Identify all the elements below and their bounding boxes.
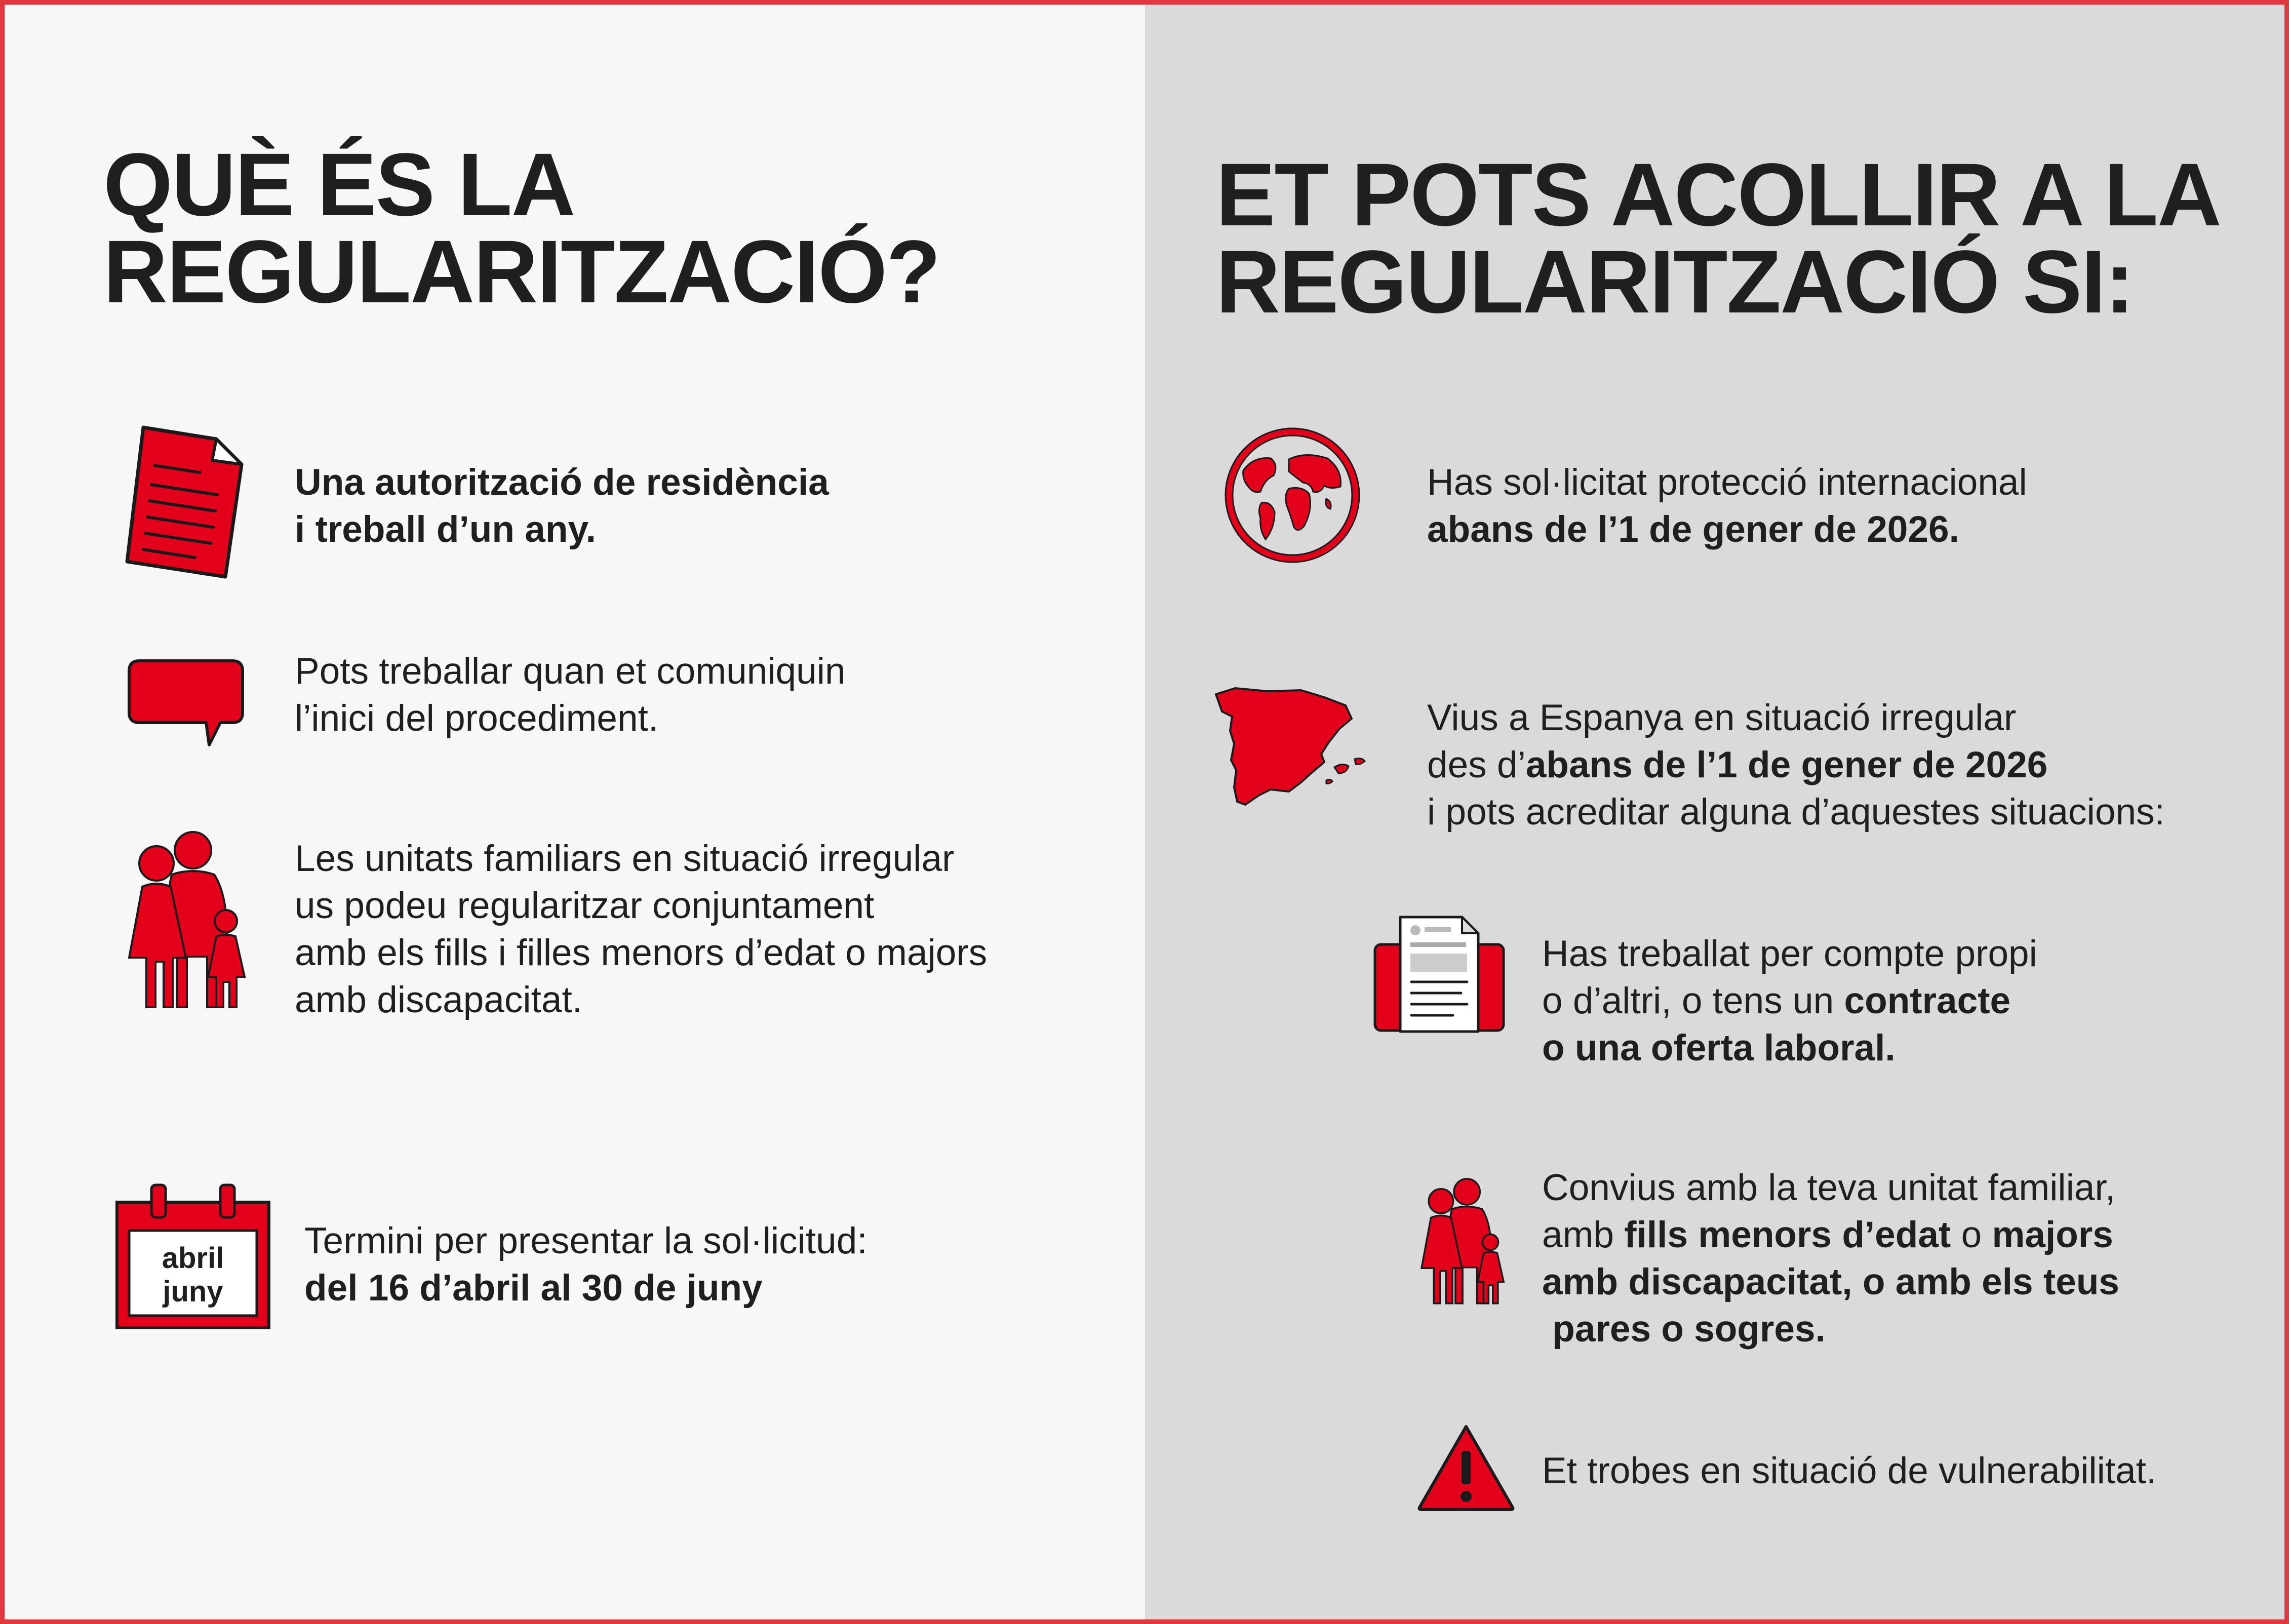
left-title bbox=[103, 135, 940, 322]
right-item1-line2: abans de l’1 de gener de 2026. bbox=[1427, 509, 1959, 550]
right-title-line2: REGULARITZACIÓ SI: bbox=[1216, 232, 2134, 332]
sub2-line1: Convius amb la teva unitat familiar, bbox=[1542, 1167, 2116, 1208]
item4-line1: Termini per presentar la sol·licitud: bbox=[304, 1220, 867, 1261]
right-item2-line1: Vius a Espanya en situació irregular bbox=[1427, 697, 2017, 738]
sub1-line2 bbox=[1542, 977, 2037, 1024]
calendar-month-start: abril bbox=[162, 1242, 224, 1275]
item2-text bbox=[295, 648, 846, 742]
calendar-months bbox=[125, 1242, 261, 1309]
sub3-text bbox=[1542, 1447, 2156, 1494]
sub2-line2-a: amb bbox=[1542, 1214, 1625, 1255]
item1-line1: Una autorització de residència bbox=[295, 462, 829, 503]
left-panel bbox=[5, 5, 1145, 1619]
sub1-line2-bold: contracte bbox=[1844, 980, 2011, 1021]
contract-icon bbox=[1372, 914, 1507, 1035]
right-title bbox=[1216, 145, 2221, 332]
left-title-line1: QUÈ ÉS LA bbox=[103, 135, 575, 234]
right-panel bbox=[1145, 5, 2289, 1619]
calendar-month-end: juny bbox=[163, 1275, 223, 1308]
right-item1-line1: Has sol·licitat protecció internacional bbox=[1427, 462, 2027, 503]
sub3-line1: Et trobes en situació de vulnerabilitat. bbox=[1542, 1450, 2157, 1491]
calendar-icon bbox=[115, 1182, 271, 1330]
warning-icon bbox=[1416, 1422, 1516, 1513]
item3-line3: amb els fills i filles menors d’edat o majors bbox=[295, 932, 988, 973]
sub1-text bbox=[1542, 930, 2037, 1072]
sub2-text bbox=[1542, 1164, 2119, 1353]
globe-icon bbox=[1224, 427, 1361, 564]
item3-line1: Les unitats familiars en situació irregular bbox=[295, 838, 955, 879]
sub1-line1: Has treballat per compte propi bbox=[1542, 933, 2037, 974]
sub2-line4: pares o sogres. bbox=[1542, 1309, 1826, 1350]
item3-text bbox=[295, 835, 987, 1023]
item1-text bbox=[295, 459, 829, 553]
right-item2-line3: i pots acreditar alguna d’aquestes situacions: bbox=[1427, 791, 2165, 833]
sub2-line2-b: fills menors d’edat bbox=[1624, 1214, 1951, 1255]
sub2-line2-d: majors bbox=[1992, 1214, 2113, 1255]
right-item2-line2-bold: abans de l’1 de gener de 2026 bbox=[1525, 744, 2048, 785]
item2-line2: l’inici del procediment. bbox=[295, 698, 659, 739]
item1-line2: i treball d’un any. bbox=[295, 509, 596, 550]
sub1-line2-prefix: o d’altri, o tens un bbox=[1542, 980, 1844, 1021]
left-title-line2: REGULARITZACIÓ? bbox=[103, 222, 940, 322]
sub2-line2-c: o bbox=[1951, 1214, 1992, 1255]
item3-line2: us podeu regularitzar conjuntament bbox=[295, 885, 875, 926]
spain-map-icon bbox=[1212, 683, 1374, 813]
item2-line1: Pots treballar quan et comuniquin bbox=[295, 651, 846, 692]
document-icon bbox=[124, 425, 246, 582]
sub1-line3: o una oferta laboral. bbox=[1542, 1027, 1896, 1068]
sub2-line2 bbox=[1542, 1211, 2119, 1258]
family-icon bbox=[1416, 1177, 1507, 1307]
item4-line2: del 16 d’abril al 30 de juny bbox=[304, 1267, 763, 1309]
sub2-line3: amb discapacitat, o amb els teus bbox=[1542, 1261, 2120, 1302]
speech-bubble-icon bbox=[126, 658, 246, 749]
item3-line4: amb discapacitat. bbox=[295, 979, 583, 1020]
right-title-line1: ET POTS ACOLLIR A LA bbox=[1216, 145, 2221, 245]
right-item1-text bbox=[1427, 459, 2027, 553]
right-item2-line2 bbox=[1427, 741, 2165, 788]
family-icon bbox=[122, 830, 249, 1012]
right-item2-text bbox=[1427, 694, 2165, 836]
right-item2-line2-prefix: des d’ bbox=[1427, 744, 1526, 785]
item4-text bbox=[304, 1217, 867, 1312]
